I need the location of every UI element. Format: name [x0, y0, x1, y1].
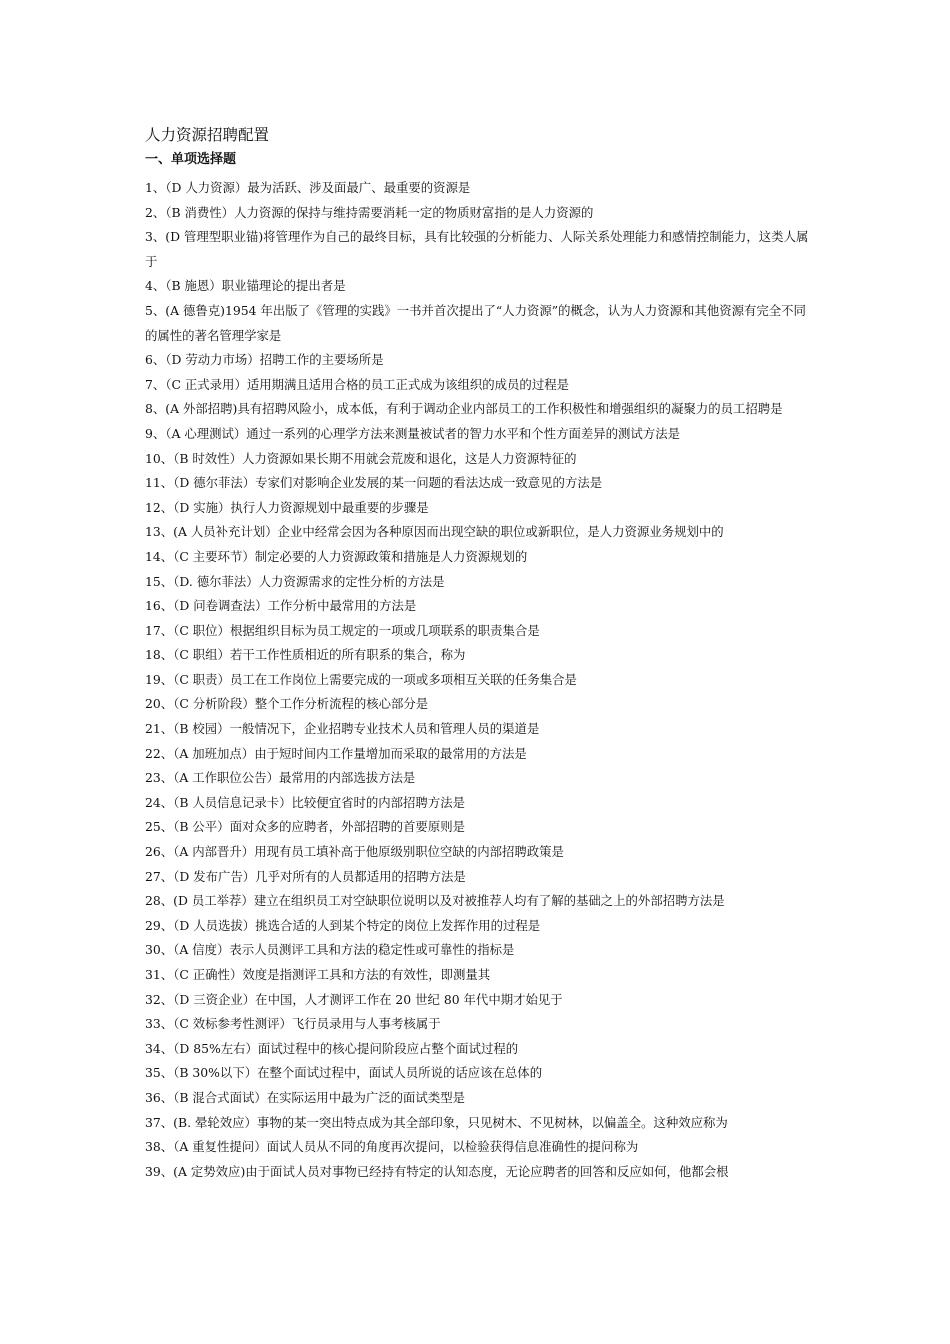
- question-item: 39、(A 定势效应)由于面试人员对事物已经持有特定的认知态度，无论应聘者的回答和反应如何，他都会根: [145, 1163, 729, 1179]
- question-item: 37、(B. 晕轮效应）事物的某一突出特点成为其全部印象，只见树木、不见树林，以偏盖全。这种效应称为: [145, 1114, 728, 1130]
- question-list: [145, 176, 810, 1184]
- question-item: 35、（B 30%以下）在整个面试过程中，面试人员所说的话应该在总体的: [145, 1065, 543, 1081]
- question-item: 2、（B 消费性）人力资源的保持与维持需要消耗一定的物质财富指的是人力资源的: [145, 204, 594, 220]
- question-item: 32、（D 三资企业）在中国，人才测评工作在 20 世纪 80 年代中期才始见于: [145, 991, 563, 1007]
- question-item: 15、（D. 德尔菲法）人力资源需求的定性分析的方法是: [145, 573, 445, 589]
- question-item: 17、（C 职位）根据组织目标为员工规定的一项或几项联系的职责集合是: [145, 622, 540, 638]
- question-item: 26、（A 内部晋升）用现有员工填补高于他原级别职位空缺的内部招聘政策是: [145, 844, 564, 860]
- section-heading: 一、单项选择题: [145, 152, 237, 167]
- question-item: 24、（B 人员信息记录卡）比较便宜省时的内部招聘方法是: [145, 794, 465, 810]
- question-item: 38、（A 重复性提问）面试人员从不同的角度再次提问，以检验获得信息准确性的提问称为: [145, 1139, 639, 1155]
- question-item: 33、（C 效标参考性测评）飞行员录用与人事考核属于: [145, 1016, 441, 1032]
- question-item: 10、（B 时效性）人力资源如果长期不用就会荒废和退化，这是人力资源特征的: [145, 450, 577, 466]
- question-item: 8、(A 外部招聘)具有招聘风险小，成本低，有利于调动企业内部员工的工作积极性和增强组织的凝聚力的员工招聘是: [145, 401, 783, 417]
- question-item: 1、（D 人力资源）最为活跃、涉及面最广、最重要的资源是: [145, 180, 471, 195]
- question-item: 19、（C 职责）员工在工作岗位上需要完成的一项或多项相互关联的任务集合是: [145, 671, 577, 687]
- question-item: 21、（B 校园）一般情况下，企业招聘专业技术人员和管理人员的渠道是: [145, 721, 540, 737]
- question-item: 25、（B 公平）面对众多的应聘者，外部招聘的首要原则是: [145, 819, 465, 835]
- question-item: 5、(A 德鲁克)1954 年出版了《管理的实践》一书并首次提出了“人力资源”的概念，认为人力资源和其他资源有完全不同的属性的著名管理学家是: [145, 302, 806, 343]
- question-item: 27、（D 发布广告）几乎对所有的人员都适用的招聘方法是: [145, 868, 466, 884]
- question-item: 16、（D 问卷调查法）工作分析中最常用的方法是: [145, 598, 417, 614]
- question-item: 36、（B 混合式面试）在实际运用中最为广泛的面试类型是: [145, 1089, 465, 1105]
- question-item: 22、（A 加班加点）由于短时间内工作量增加而采取的最常用的方法是: [145, 745, 527, 761]
- question-item: 7、（C 正式录用）适用期满且适用合格的员工正式成为该组织的成员的过程是: [145, 376, 569, 392]
- question-item: 3、(D 管理型职业锚)将管理作为自己的最终目标，具有比较强的分析能力、人际关系处理能力和感情控制能力，这类人属于: [145, 229, 809, 269]
- question-item: 11、（D 德尔菲法）专家们对影响企业发展的某一问题的看法达成一致意见的方法是: [145, 475, 603, 491]
- question-item: 34、（D 85%左右）面试过程中的核心提问阶段应占整个面试过程的: [145, 1040, 519, 1056]
- question-item: 29、（D 人员选拔）挑选合适的人到某个特定的岗位上发挥作用的过程是: [145, 917, 541, 933]
- question-item: 13、(A 人员补充计划）企业中经常会因为各种原因而出现空缺的职位或新职位，是人力资源业务规划中的: [145, 524, 724, 540]
- question-item: 23、（A 工作职位公告）最常用的内部选拔方法是: [145, 770, 416, 786]
- question-item: 28、(D 员工举荐）建立在组织员工对空缺职位说明以及对被推荐人均有了解的基础之上的外部招聘方法是: [145, 893, 725, 909]
- question-item: 14、（C 主要环节）制定必要的人力资源政策和措施是人力资源规划的: [145, 548, 528, 564]
- question-item: 6、（D 劳动力市场）招聘工作的主要场所是: [145, 352, 384, 368]
- question-item: 4、（B 施恩）职业锚理论的提出者是: [145, 278, 346, 294]
- question-item: 9、（A 心理测试）通过一系列的心理学方法来测量被试者的智力水平和个性方面差异的测试方法是: [145, 425, 680, 441]
- question-item: 12、（D 实施）执行人力资源规划中最重要的步骤是: [145, 499, 429, 515]
- question-item: 20、（C 分析阶段）整个工作分析流程的核心部分是: [145, 696, 429, 712]
- question-item: 31、（C 正确性）效度是指测评工具和方法的有效性，即测量其: [145, 967, 491, 982]
- document-title: 人力资源招聘配置: [145, 126, 270, 144]
- question-item: 30、（A 信度）表示人员测评工具和方法的稳定性或可靠性的指标是: [145, 942, 515, 958]
- document-page: [145, 124, 810, 1184]
- question-item: 18、（C 职组）若干工作性质相近的所有职系的集合，称为: [145, 647, 466, 663]
